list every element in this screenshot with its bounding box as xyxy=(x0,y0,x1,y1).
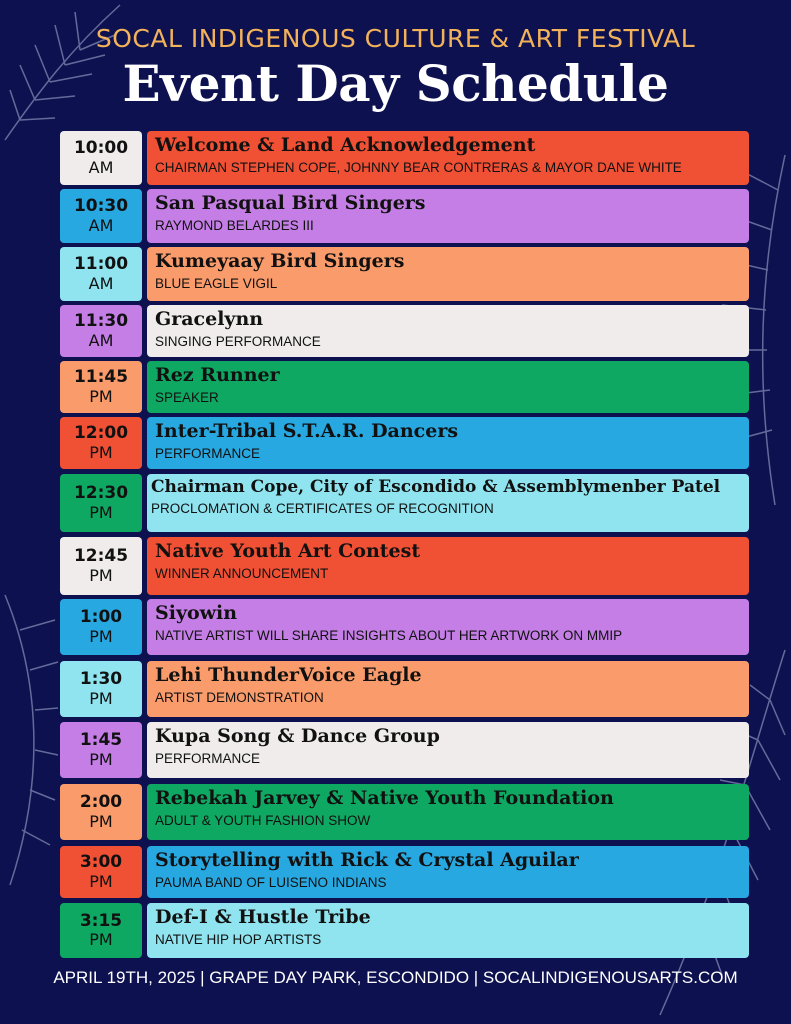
event-title: Rebekah Jarvey & Native Youth Foundation xyxy=(155,787,614,809)
schedule-row xyxy=(0,361,791,413)
time-value: 12:30 xyxy=(73,483,129,504)
event-title: Welcome & Land Acknowledgement xyxy=(155,134,536,156)
time-badge xyxy=(60,722,142,778)
event-title: Native Youth Art Contest xyxy=(155,540,421,562)
time-badge xyxy=(60,784,142,840)
event-subtitle: PAUMA BAND OF LUISENO INDIANS xyxy=(155,874,387,890)
schedule-row xyxy=(0,846,791,898)
time-value: 12:00 xyxy=(73,423,129,444)
time-period: PM xyxy=(89,386,113,406)
event-bar xyxy=(147,784,749,840)
time-value: 3:00 xyxy=(79,852,123,873)
time-value: 1:45 xyxy=(79,730,123,751)
schedule-row xyxy=(0,903,791,958)
event-title: Kupa Song & Dance Group xyxy=(155,725,440,747)
time-value: 11:45 xyxy=(73,367,129,388)
schedule-row xyxy=(0,305,791,357)
event-title: Rez Runner xyxy=(155,364,280,386)
event-title: San Pasqual Bird Singers xyxy=(155,192,426,214)
festival-title: SOCAL INDIGENOUS CULTURE & ART FESTIVAL xyxy=(95,24,696,53)
event-bar xyxy=(147,474,749,532)
schedule-row xyxy=(0,131,791,185)
event-subtitle: PERFORMANCE xyxy=(155,750,261,766)
time-period: AM xyxy=(88,215,114,235)
event-title: Chairman Cope, City of Escondido & Assemblymenber Patel xyxy=(151,477,721,497)
time-period: PM xyxy=(89,502,113,522)
schedule-row xyxy=(0,784,791,840)
time-value: 11:30 xyxy=(73,311,129,332)
time-period: PM xyxy=(89,930,113,950)
event-bar xyxy=(147,189,749,243)
time-value: 3:15 xyxy=(79,910,123,931)
event-title: Gracelynn xyxy=(155,308,264,330)
event-subtitle: WINNER ANNOUNCEMENT xyxy=(155,565,329,581)
time-badge xyxy=(60,247,142,301)
event-bar xyxy=(147,846,749,898)
time-value: 11:00 xyxy=(73,254,129,275)
time-badge xyxy=(60,305,142,357)
time-period: AM xyxy=(88,330,114,350)
time-badge xyxy=(60,474,142,532)
event-title: Kumeyaay Bird Singers xyxy=(155,250,405,272)
time-period: PM xyxy=(89,811,113,831)
time-period: PM xyxy=(89,442,113,462)
event-bar xyxy=(147,417,749,469)
event-subtitle: ADULT & YOUTH FASHION SHOW xyxy=(155,812,371,828)
event-subtitle: NATIVE HIP HOP ARTISTS xyxy=(155,931,322,947)
time-period: PM xyxy=(89,749,113,769)
time-badge xyxy=(60,361,142,413)
schedule-row xyxy=(0,599,791,655)
event-title: Def-I & Hustle Tribe xyxy=(155,906,371,928)
time-value: 2:00 xyxy=(79,792,123,813)
time-badge xyxy=(60,189,142,243)
time-badge xyxy=(60,846,142,898)
time-badge xyxy=(60,417,142,469)
event-subtitle: RAYMOND BELARDES III xyxy=(155,217,314,233)
footer-info: APRIL 19TH, 2025 | GRAPE DAY PARK, ESCONDIDO | SOCALINDIGENOUSARTS.COM xyxy=(53,968,738,987)
time-badge xyxy=(60,903,142,958)
event-subtitle: SPEAKER xyxy=(155,389,219,405)
time-badge xyxy=(60,599,142,655)
schedule-row xyxy=(0,537,791,595)
time-value: 12:45 xyxy=(73,546,129,567)
time-period: PM xyxy=(89,688,113,708)
time-badge xyxy=(60,661,142,717)
event-bar xyxy=(147,247,749,301)
event-title: Lehi ThunderVoice Eagle xyxy=(155,664,422,686)
event-subtitle: PERFORMANCE xyxy=(155,445,261,461)
time-value: 1:00 xyxy=(79,607,123,628)
event-bar xyxy=(147,722,749,778)
event-subtitle: ARTIST DEMONSTRATION xyxy=(155,689,324,705)
event-subtitle: CHAIRMAN STEPHEN COPE, JOHNNY BEAR CONTRERAS & MAYOR DANE WHITE xyxy=(155,159,682,175)
event-title: Siyowin xyxy=(155,602,238,624)
event-bar xyxy=(147,305,749,357)
event-subtitle: PROCLOMATION & CERTIFICATES OF RECOGNITION xyxy=(151,500,494,516)
event-title: Inter-Tribal S.T.A.R. Dancers xyxy=(155,420,459,442)
page-title: Event Day Schedule xyxy=(122,54,669,113)
schedule-row xyxy=(0,722,791,778)
schedule-row xyxy=(0,417,791,469)
schedule-row xyxy=(0,247,791,301)
time-period: AM xyxy=(88,273,114,293)
time-period: AM xyxy=(88,157,114,177)
time-badge xyxy=(60,131,142,185)
time-period: PM xyxy=(89,626,113,646)
event-subtitle: NATIVE ARTIST WILL SHARE INSIGHTS ABOUT HER ARTWORK ON MMIP xyxy=(155,627,623,643)
time-badge xyxy=(60,537,142,595)
time-period: PM xyxy=(89,565,113,585)
time-value: 10:00 xyxy=(73,138,129,159)
event-bar xyxy=(147,537,749,595)
event-bar xyxy=(147,903,749,958)
event-title: Storytelling with Rick & Crystal Aguilar xyxy=(155,849,579,871)
time-value: 1:30 xyxy=(79,669,123,690)
time-period: PM xyxy=(89,871,113,891)
schedule-row xyxy=(0,661,791,717)
event-bar xyxy=(147,661,749,717)
event-subtitle: BLUE EAGLE VIGIL xyxy=(155,275,278,291)
schedule-row xyxy=(0,189,791,243)
event-subtitle: SINGING PERFORMANCE xyxy=(155,333,321,349)
event-bar xyxy=(147,361,749,413)
event-bar xyxy=(147,131,749,185)
time-value: 10:30 xyxy=(73,196,129,217)
schedule-row xyxy=(0,474,791,532)
event-bar xyxy=(147,599,749,655)
